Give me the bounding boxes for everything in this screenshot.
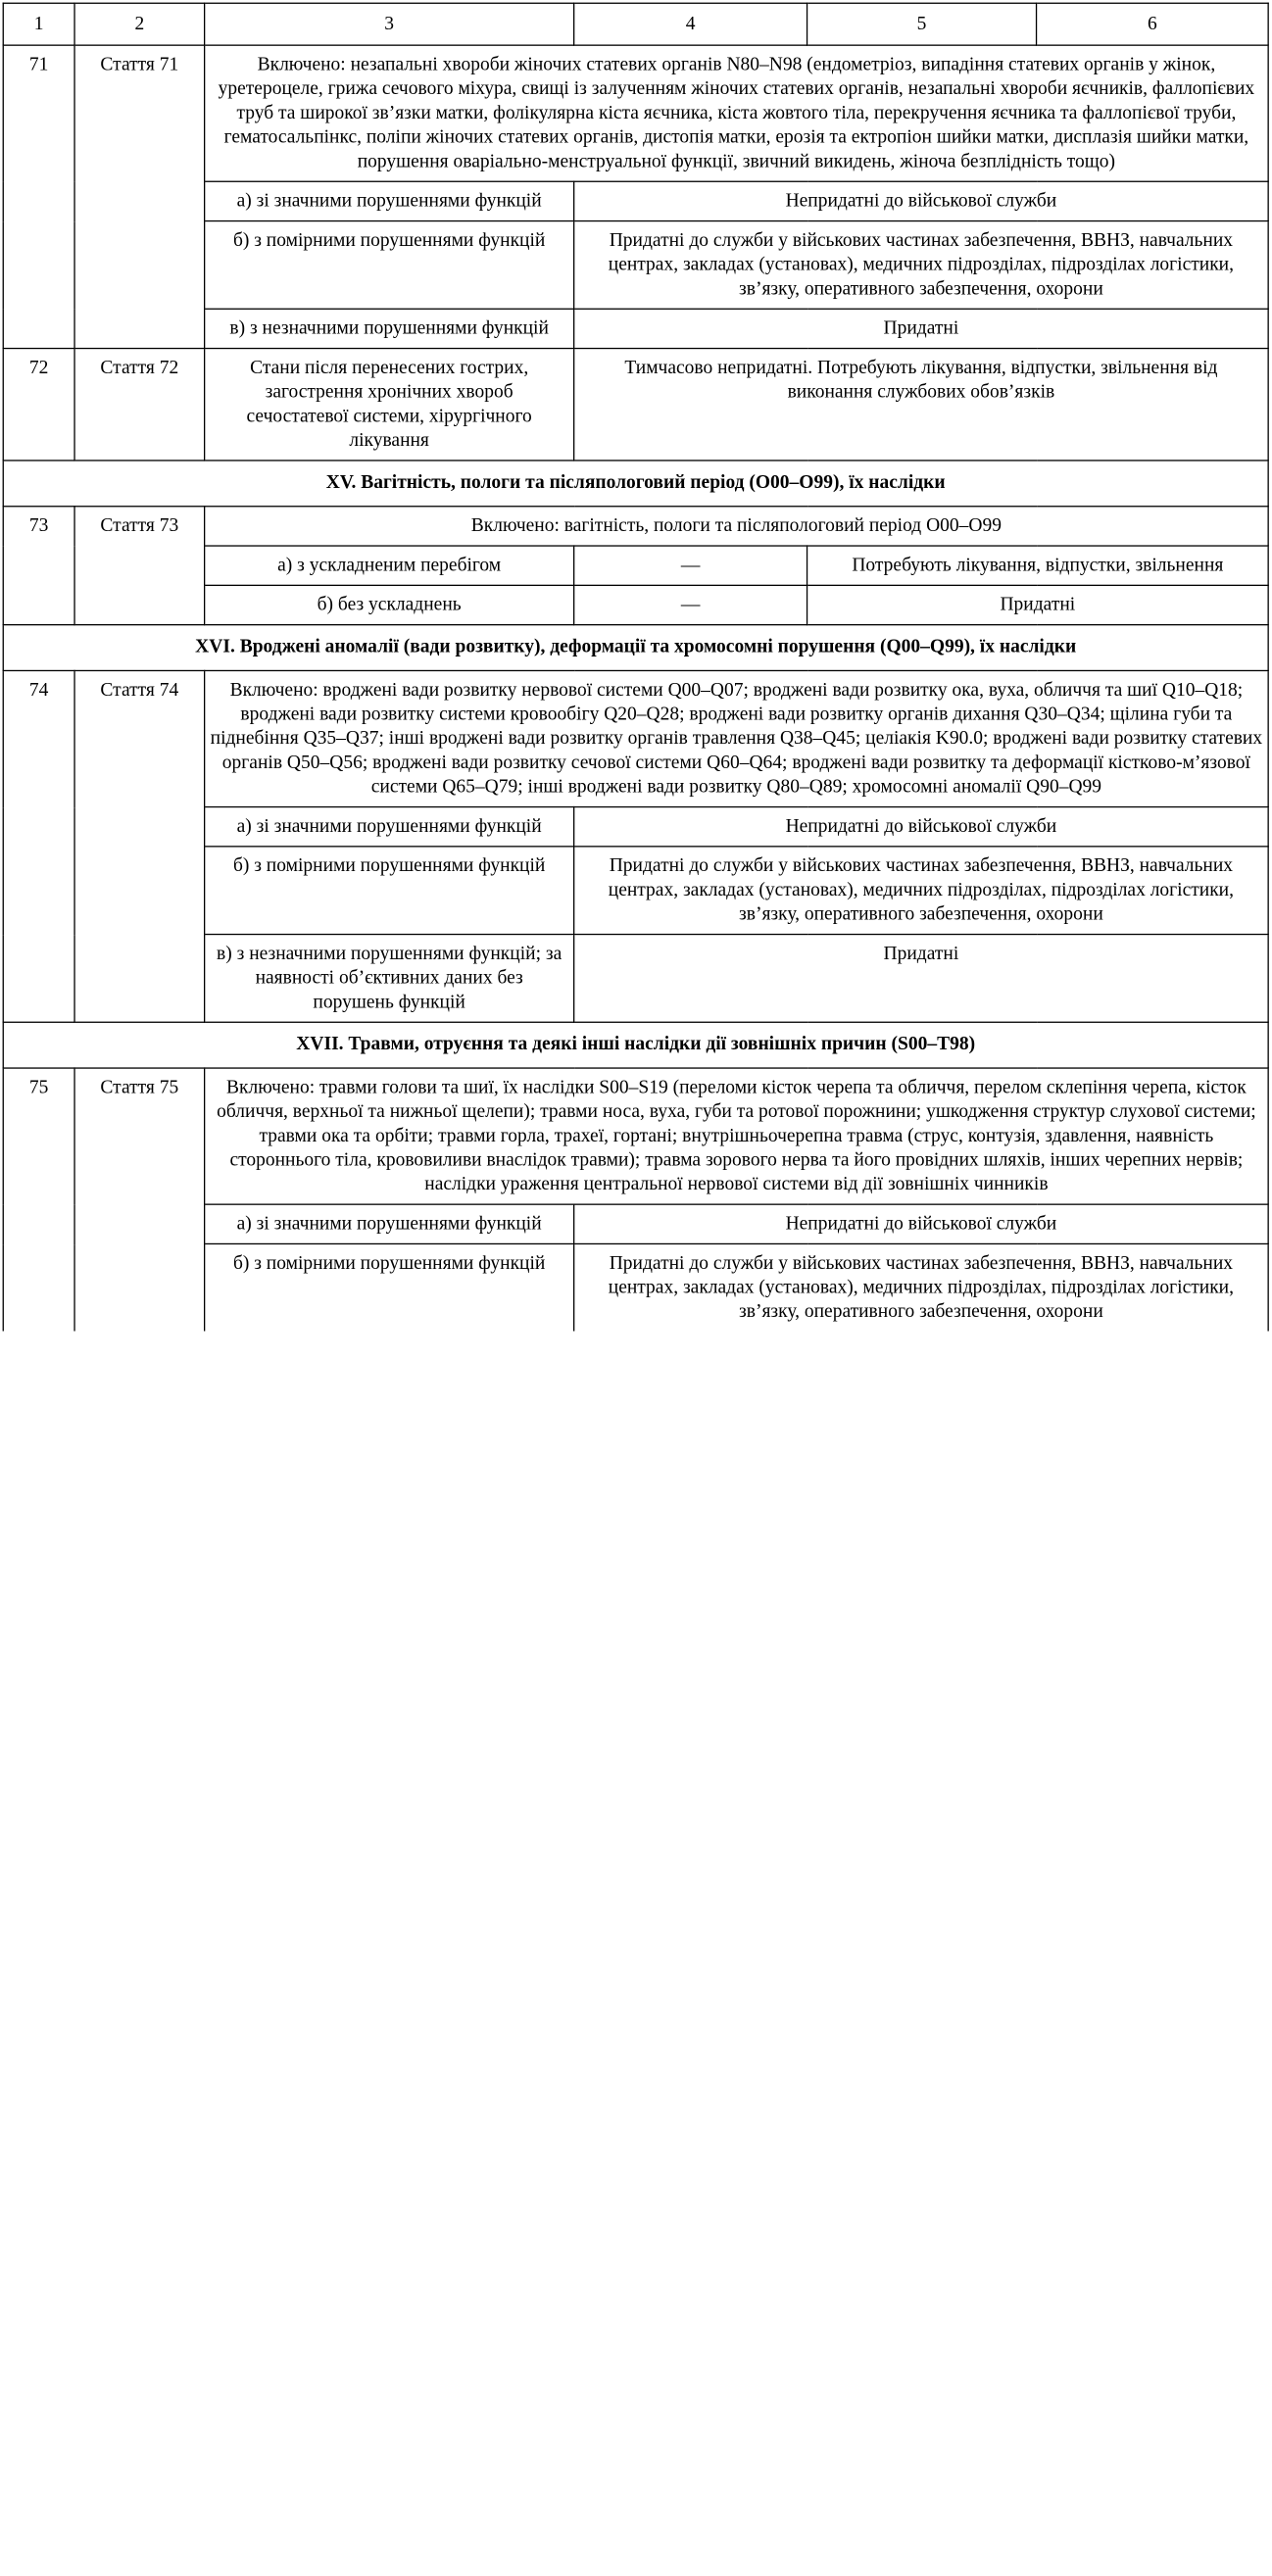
- section-title: XVI. Вроджені аномалії (вади розвитку), деформації та хромосомні порушення (Q00–Q99), їх наслідки: [3, 625, 1268, 671]
- table-row: [3, 1068, 1268, 1204]
- table-row: [3, 507, 1268, 546]
- subitem-label: б) з помірними порушеннями функцій: [205, 221, 574, 310]
- row-number: 74: [3, 670, 74, 1022]
- header-row: [3, 3, 1268, 45]
- section-row: [3, 625, 1268, 671]
- subitem-label: а) з ускладненим перебігом: [205, 546, 574, 585]
- verdict-text: Придатні: [574, 309, 1268, 348]
- article-label: Стаття 71: [74, 45, 205, 348]
- table-row: [3, 670, 1268, 806]
- verdict-text: Непридатні до військової служби: [574, 1204, 1268, 1243]
- verdict-text: Придатні до служби у військових частинах забезпечення, ВВНЗ, навчальних центрах, закладах (установах), медичних підрозділах, підрозділах логістики, зв’язку, оперативного забезпечення, охорони: [574, 1243, 1268, 1331]
- fitness-table: [3, 3, 1269, 1332]
- table-row: [3, 349, 1268, 461]
- section-title: XV. Вагітність, пологи та післяпологовий період (O00–O99), їх наслідки: [3, 461, 1268, 507]
- dash-cell: —: [574, 585, 807, 624]
- verdict-text: Непридатні до військової служби: [574, 807, 1268, 847]
- verdict-text: Придатні: [574, 935, 1268, 1023]
- subitem-label: в) з незначними порушеннями функцій: [205, 309, 574, 348]
- row-number: 72: [3, 349, 74, 461]
- subitem-label: б) з помірними порушеннями функцій: [205, 847, 574, 935]
- row-number: 73: [3, 507, 74, 625]
- header-cell: 5: [807, 3, 1037, 45]
- row-number: 75: [3, 1068, 74, 1331]
- header-cell: 1: [3, 3, 74, 45]
- table-row: [3, 45, 1268, 181]
- verdict-text: Непридатні до військової служби: [574, 181, 1268, 220]
- section-title: XVII. Травми, отруєння та деякі інші наслідки дії зовнішніх причин (S00–T98): [3, 1022, 1268, 1068]
- subitem-label: б) з помірними порушеннями функцій: [205, 1243, 574, 1331]
- included-text: Включено: травми голови та шиї, їх наслідки S00–S19 (переломи кісток черепа та обличчя, перелом склепіння черепа, кісток обличчя, верхньої та нижньої щелепи); травми носа, вуха, губи та ротової порожнини; ушкодження структур слухової системи; травми ока та орбіти; травми горла, трахеї, гортані; внутрішньочерепна травма (струс, контузія, здавлення, наявність стороннього тіла, крововиливи внаслідок травми); травма зорового нерва та його провідних шляхів, інших черепних нервів; наслідки ураження центральної нервової системи від дії зовнішніх чинників: [205, 1068, 1268, 1204]
- row-number: 71: [3, 45, 74, 348]
- subitem-label: а) зі значними порушеннями функцій: [205, 807, 574, 847]
- subitem-label: в) з незначними порушеннями функцій; за наявності об’єктивних даних без порушень функцій: [205, 935, 574, 1023]
- header-cell: 2: [74, 3, 205, 45]
- header-cell: 6: [1037, 3, 1269, 45]
- verdict-text: Потребують лікування, відпустки, звільнення: [807, 546, 1269, 585]
- article-label: Стаття 73: [74, 507, 205, 625]
- header-cell: 4: [574, 3, 807, 45]
- included-text: Включено: вроджені вади розвитку нервової системи Q00–Q07; вроджені вади розвитку ока, вуха, обличчя та шиї Q10–Q18; вроджені вади розвитку системи кровообігу Q20–Q28; вроджені вади розвитку органів дихання Q30–Q34; щілина губи та піднебіння Q35–Q37; інші вроджені вади розвитку органів травлення Q38–Q45; целіакія K90.0; вроджені вади розвитку статевих органів Q50–Q56; вроджені вади розвитку сечової системи Q60–Q64; вроджені вади розвитку та деформації кістково-м’язової системи Q65–Q79; інші вроджені вади розвитку Q80–Q89; хромосомні аномалії Q90–Q99: [205, 670, 1268, 806]
- article-label: Стаття 75: [74, 1068, 205, 1331]
- subitem-label: а) зі значними порушеннями функцій: [205, 181, 574, 220]
- subitem-label: б) без ускладнень: [205, 585, 574, 624]
- included-text: Включено: вагітність, пологи та післяпологовий період O00–O99: [205, 507, 1268, 546]
- section-row: [3, 461, 1268, 507]
- verdict-text: Придатні до служби у військових частинах забезпечення, ВВНЗ, навчальних центрах, закладах (установах), медичних підрозділах, підрозділах логістики, зв’язку, оперативного забезпечення, охорони: [574, 847, 1268, 935]
- verdict-text: Придатні до служби у військових частинах забезпечення, ВВНЗ, навчальних центрах, закладах (установах), медичних підрозділах, підрозділах логістики, зв’язку, оперативного забезпечення, охорони: [574, 221, 1268, 310]
- dash-cell: —: [574, 546, 807, 585]
- article-label: Стаття 72: [74, 349, 205, 461]
- article-label: Стаття 74: [74, 670, 205, 1022]
- condition-text: Стани після перенесених гострих, загострення хронічних хвороб сечостатевої системи, хірургічного лікування: [205, 349, 574, 461]
- subitem-label: а) зі значними порушеннями функцій: [205, 1204, 574, 1243]
- verdict-text: Придатні: [807, 585, 1269, 624]
- section-row: [3, 1022, 1268, 1068]
- verdict-text: Тимчасово непридатні. Потребують лікування, відпустки, звільнення від виконання службових обов’язків: [574, 349, 1268, 461]
- header-cell: 3: [205, 3, 574, 45]
- included-text: Включено: незапальні хвороби жіночих статевих органів N80–N98 (ендометріоз, випадіння статевих органів у жінок, уретероцеле, грижа сечового міхура, свищі із залученням жіночих статевих органів, незапальні хвороби яєчників, фаллопієвих труб та широкої зв’язки матки, фолікулярна кіста яєчника, кіста жовтого тіла, перекручення яєчника та фаллопієвої труби, гематосальпінкс, поліпи жіночих статевих органів, дистопія матки, ерозія та ектропіон шийки матки, дисплазія шийки матки, порушення оваріально-менструальної функції, звичний викидень, жіноча безплідність тощо): [205, 45, 1268, 181]
